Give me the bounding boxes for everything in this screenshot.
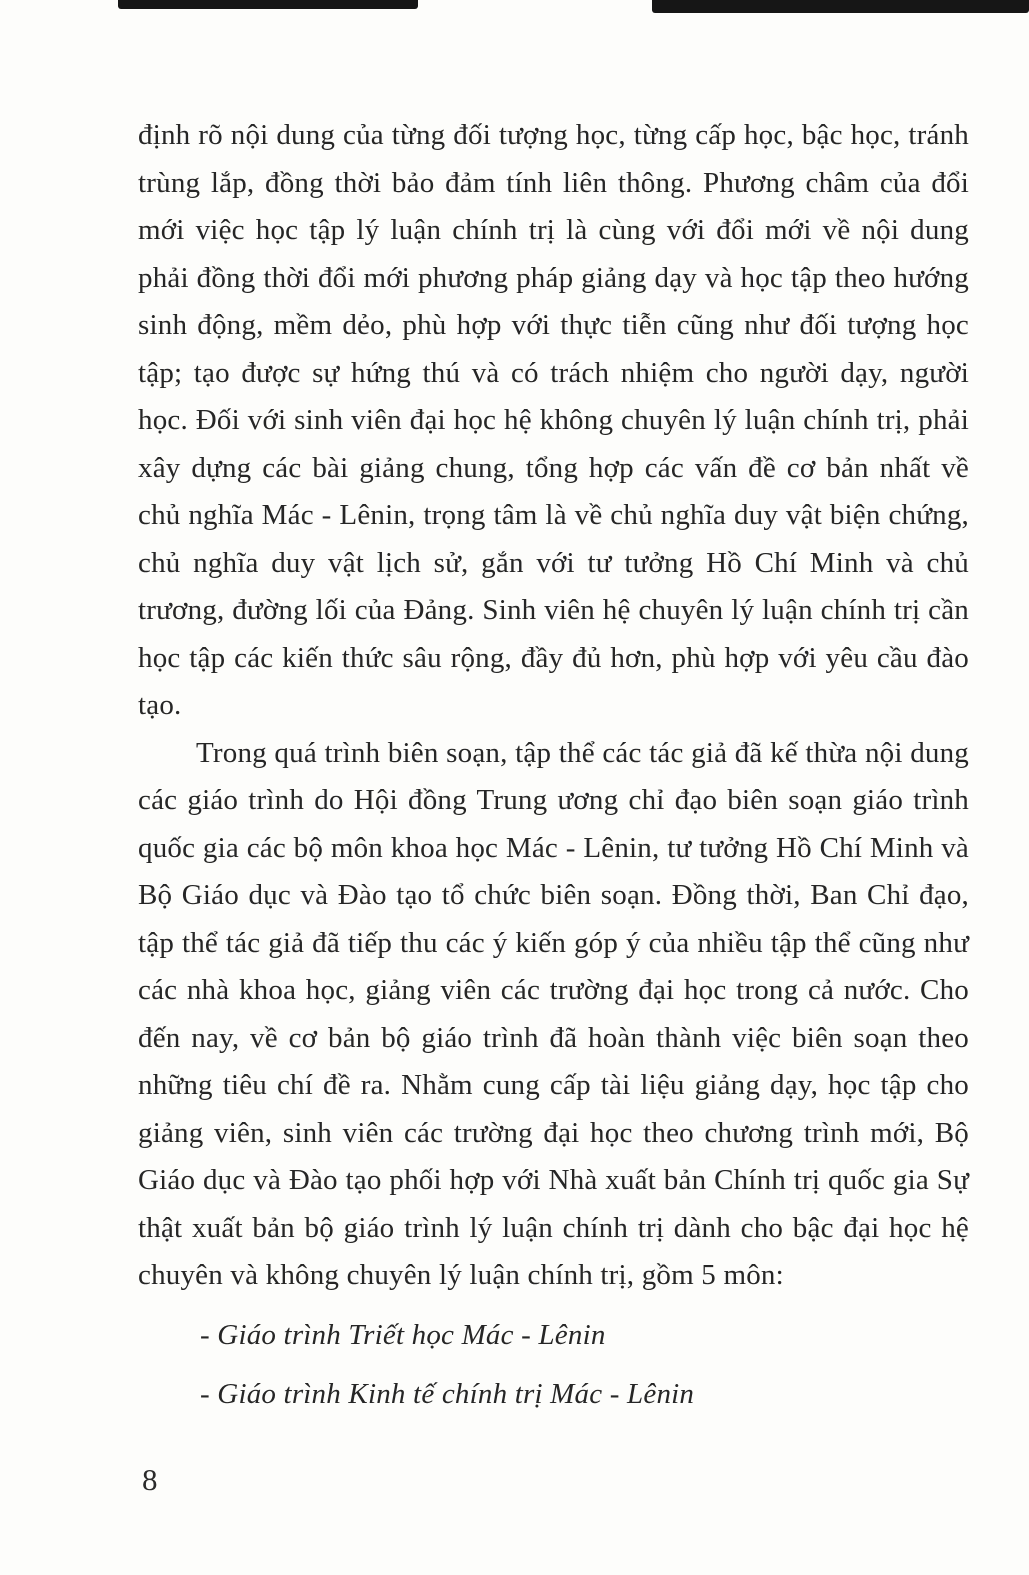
list-item-textbook-2: - Giáo trình Kinh tế chính trị Mác - Lênin [200,1378,695,1410]
paragraph-editorial-note: Trong quá trình biên soạn, tập thể các tác giả đã kế thừa nội dung các giáo trình do Hội đồng Trung ương chỉ đạo biên soạn giáo trình quốc gia các bộ môn khoa học Mác - Lênin, tư tưởng Hồ Chí Minh và Bộ Giáo dục và Đào tạo tổ chức biên soạn. Đồng thời, Ban Chỉ đạo, tập thể tác giả đã tiếp thu các ý kiến góp ý của nhiều tập thể cũng như các nhà khoa học, giảng viên các trường đại học trong cả nước. Cho đến nay, về cơ bản bộ giáo trình đã hoàn thành việc biên soạn theo những tiêu chí đề ra. Nhằm cung cấp tài liệu giảng dạy, học tập cho giảng viên, sinh viên các trường đại học theo chương trình mới, Bộ Giáo dục và Đào tạo phối hợp với Nhà xuất bản Chính trị quốc gia Sự thật xuất bản bộ giáo trình lý luận chính trị dành cho bậc đại học hệ chuyên và không chuyên lý luận chính trị, gồm 5 môn: [138,736,969,1291]
scan-artifact-top-right [652,0,1029,13]
text-block [138,112,969,1419]
scan-artifact-top-left [118,0,418,9]
list-item-textbook-1: - Giáo trình Triết học Mác - Lênin [200,1318,606,1351]
page-number: 8 [142,1462,158,1497]
paragraph-continuation: định rõ nội dung của từng đối tượng học, từng cấp học, bậc học, tránh trùng lắp, đồng thời bảo đảm tính liên thông. Phương châm của đổi mới việc học tập lý luận chính trị là cùng với đổi mới về nội dung phải đồng thời đổi mới phương pháp giảng dạy và học tập theo hướng sinh động, mềm dẻo, phù hợp với thực tiễn cũng như đối tượng học tập; tạo được sự hứng thú và có trách nhiệm cho người dạy, người học. Đối với sinh viên đại học hệ không chuyên lý luận chính trị, phải xây dựng các bài giảng chung, tổng hợp các vấn đề cơ bản nhất về chủ nghĩa Mác - Lênin, trọng tâm là về chủ nghĩa duy vật biện chứng, chủ nghĩa duy vật lịch sử, gắn với tư tưởng Hồ Chí Minh và chủ trương, đường lối của Đảng. Sinh viên hệ chuyên lý luận chính trị cần học tập các kiến thức sâu rộng, đầy đủ hơn, phù hợp với yêu cầu đào tạo. [138,119,969,721]
